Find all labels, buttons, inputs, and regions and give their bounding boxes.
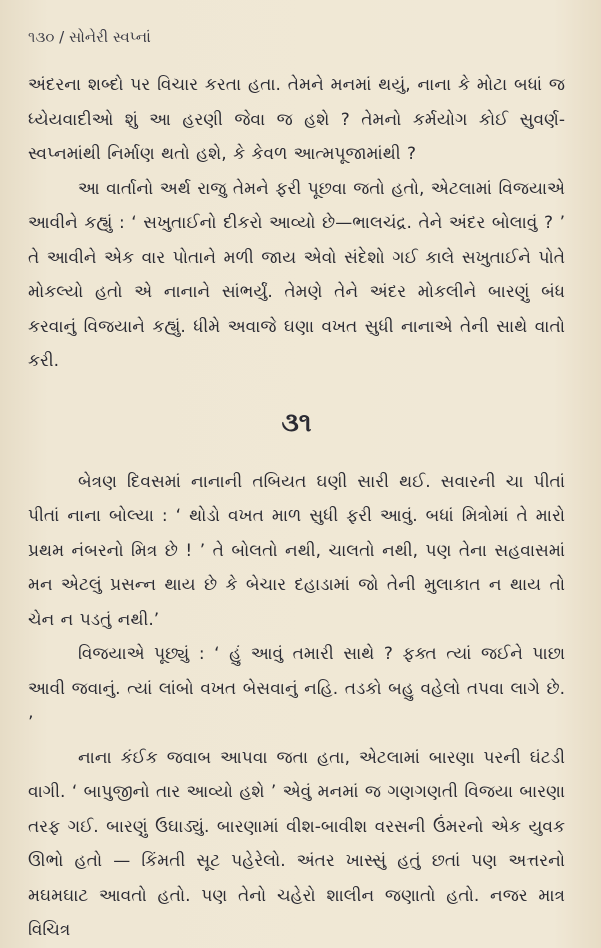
paragraph: વિજયાએ પૂછ્યું : ‘ હું આવું તમારી સાથે ? ફક્ત ત્યાં જઈને પાછા આવી જવાનું. ત્યાં લાંબો વખત બેસવાનું નહિ. તડકો બહુ વહેલો તપવા લાગે છે. ’ bbox=[28, 644, 565, 733]
paragraph-continuation: અંદરના શબ્દો પર વિચાર કરતા હતા. તેમને મનમાં થયું, નાના કે મોટા બધાં જ ધ્યેયવાદીઓ શું આ હરણી જેવા જ હશે ? તેમનો કર્મયોગ કોઈ સુવર્ણ-સ્વપ્નમાંથી નિર્માણ થતો હશે, કે કેવળ આત્મપૂજામાંથી ? bbox=[28, 75, 565, 164]
running-head bbox=[28, 28, 565, 46]
book-title: સોનેરી સ્વપ્નાં bbox=[69, 28, 151, 46]
paragraph: નાના કંઈક જવાબ આપવા જતા હતા, એટલામાં બારણા પરની ઘંટડી વાગી. ‘ બાપુજીનો તાર આવ્યો હશે ’ એવું મનમાં જ ગણગણતી વિજયા બારણા તરફ ગઈ. બારણું ઉઘાડ્યું. બારણામાં વીશ-બાવીશ વરસની ઉંમરનો એક યુવક ઊભો હતો — કિંમતી સૂટ પહેરેલો. અંતર ખાસ્સું હતું છતાં પણ અત્તરનો મઘમઘાટ આવતો હતો. પણ તેનો ચહેરો શાલીન જણાતો હતો. નજર માત્ર વિચિત્ર bbox=[28, 747, 565, 940]
header-separator: / bbox=[59, 28, 65, 46]
page-number: ૧૩૦ bbox=[28, 28, 55, 46]
paragraph: બેત્રણ દિવસમાં નાનાની તબિયત ઘણી સારી થઈ. સવારની ચા પીતાં પીતાં નાના બોલ્યા : ‘ થોડો વખત માળ સુધી ફરી આવું. બધાં મિત્રોમાં તે મારો પ્રથમ નંબરનો મિત્ર છે ! ’ તે બોલતો નથી, ચાલતો નથી, પણ તેના સહવાસમાં મન એટલું પ્રસન્ન થાય છે કે બેચાર દહાડામાં જો તેની મુલાકાત ન થાય તો ચેન ન પડતું નથી.’ bbox=[28, 471, 565, 630]
chapter-number: ૩૧ bbox=[281, 407, 312, 438]
paragraph: આ વાર્તાનો અર્થ રાજુ તેમને ફરી પૂછવા જતો હતો, એટલામાં વિજયાએ આવીને કહ્યું : ‘ સખુતાઈનો દીકરો આવ્યો છે—ભાલચંદ્ર. તેને અંદર બોલાવું ? ’ તે આવીને એક વાર પોતાને મળી જાય એવો સંદેશો ગઈ કાલે સખુતાઈને પોતે મોકલ્યો હતો એ નાનાને સાંભર્યું. તેમણે તેને અંદર મોકલીને બારણું બંધ કરવાનું વિજયાને કહ્યું. ધીમે અવાજે ઘણા વખત સુધી નાનાએ તેની સાથે વાતો કરી. bbox=[28, 178, 565, 371]
